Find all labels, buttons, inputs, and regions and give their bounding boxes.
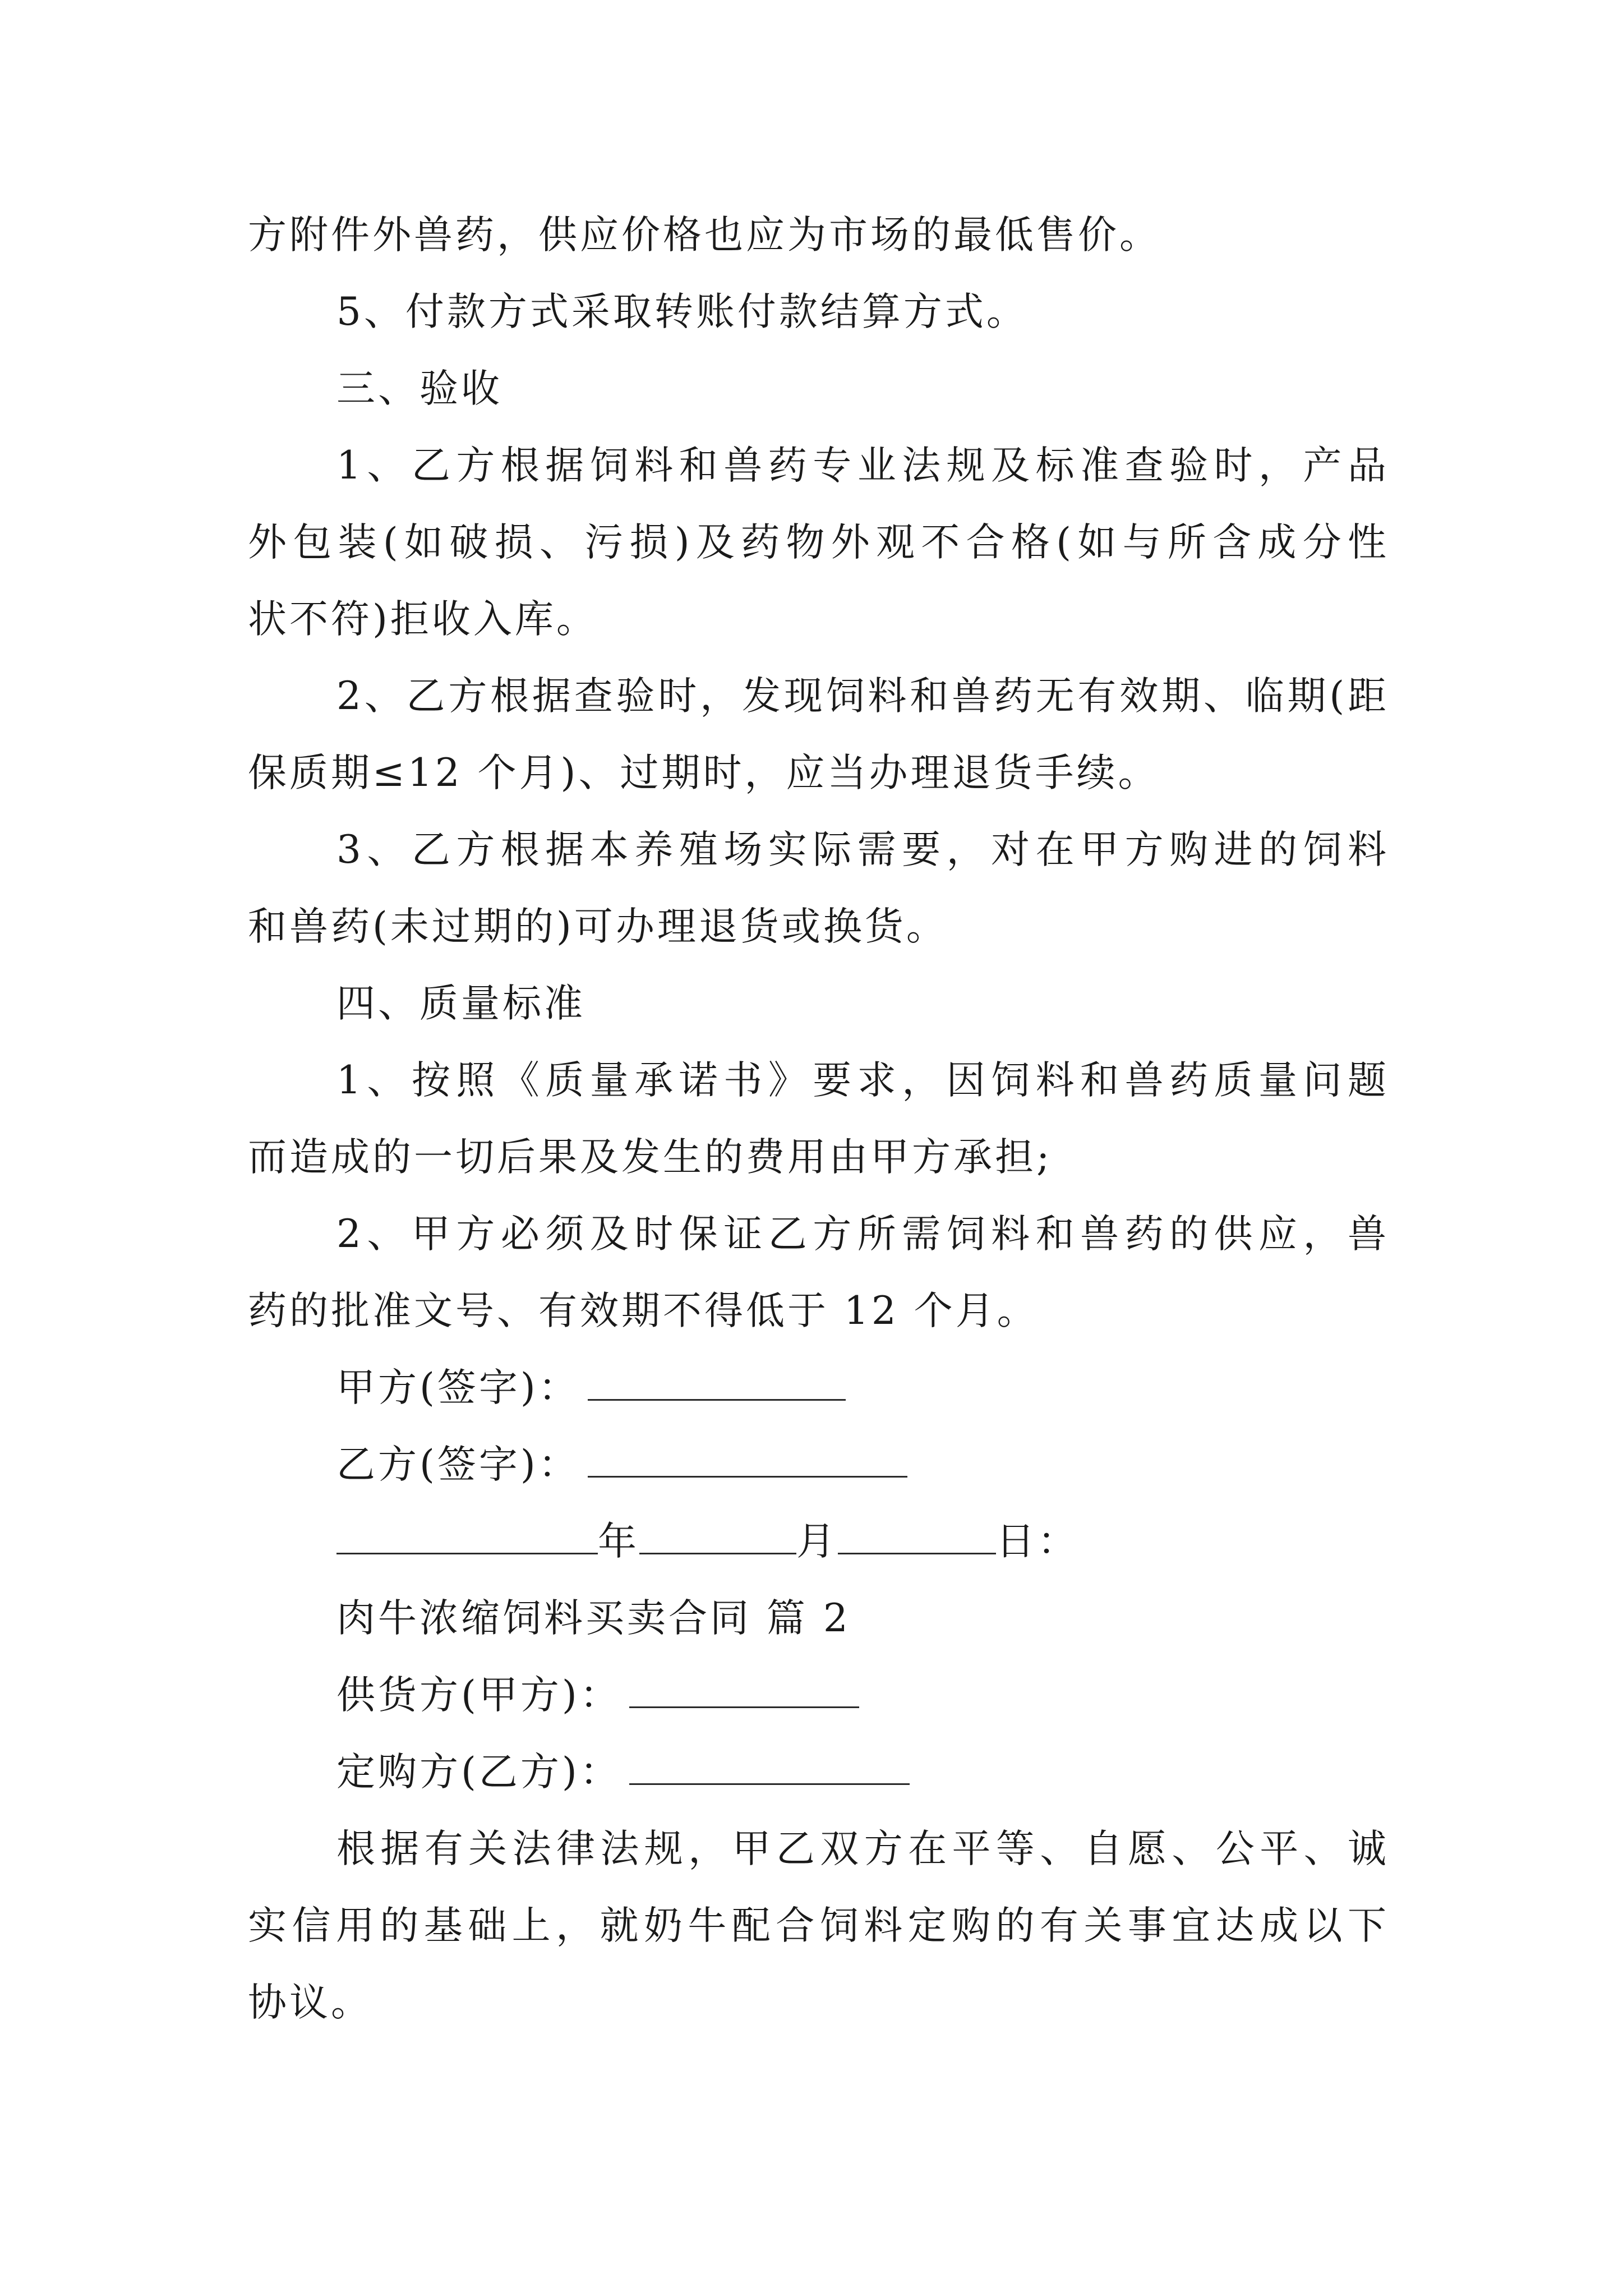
year-blank — [336, 1521, 598, 1554]
purchaser-row — [336, 1747, 1386, 1797]
party-a-signature-blank — [588, 1368, 846, 1401]
party-a-signature-label: 甲方(签字)： — [336, 1365, 580, 1410]
contract-title: 肉牛浓缩饲料买卖合同 篇 2 — [336, 1596, 851, 1641]
paragraph-line: 5、付款方式采取转账付款结算方式。 — [336, 289, 1028, 334]
purchaser-blank — [629, 1752, 910, 1785]
party-b-signature-label: 乙方(签字)： — [336, 1442, 580, 1487]
paragraph-line: 2、甲方必须及时保证乙方所需饲料和兽药的供应，兽 — [336, 1212, 1386, 1257]
paragraph-line: 方附件外兽药，供应价格也应为市场的最低售价。 — [248, 213, 1161, 257]
paragraph-line: 1、按照《质量承诺书》要求，因饲料和兽药质量问题 — [336, 1058, 1386, 1103]
section-heading: 四、质量标准 — [336, 981, 585, 1026]
month-blank — [639, 1521, 796, 1554]
paragraph-line: 保质期≤12 个月)、过期时，应当办理退货手续。 — [248, 751, 1160, 795]
paragraph-line: 协议。 — [248, 1980, 372, 2025]
paragraph-line: 根据有关法律法规，甲乙双方在平等、自愿、公平、诚 — [336, 1826, 1386, 1871]
paragraph-line: 实信用的基础上，就奶牛配合饲料定购的有关事宜达成以下 — [248, 1903, 1386, 1948]
paragraph-line: 和兽药(未过期的)可办理退货或换货。 — [248, 904, 948, 949]
paragraph-line: 2、乙方根据查验时，发现饲料和兽药无有效期、临期(距 — [336, 674, 1386, 719]
party-b-signature-blank — [588, 1444, 907, 1478]
date-row — [336, 1517, 1386, 1566]
day-label: 日： — [996, 1519, 1079, 1564]
paragraph-line: 外包装(如破损、污损)及药物外观不合格(如与所含成分性 — [248, 520, 1386, 565]
section-heading: 三、验收 — [336, 366, 502, 411]
party-a-signature-row — [336, 1363, 1386, 1412]
paragraph-line: 而造成的一切后果及发生的费用由甲方承担; — [248, 1135, 1053, 1180]
paragraph-line: 药的批准文号、有效期不得低于 12 个月。 — [248, 1289, 1039, 1333]
supplier-row — [336, 1671, 1386, 1720]
year-label: 年 — [598, 1519, 639, 1564]
paragraph-line: 1、乙方根据饲料和兽药专业法规及标准查验时，产品 — [336, 443, 1386, 488]
supplier-label: 供货方(甲方)： — [336, 1673, 621, 1718]
paragraph-line: 状不符)拒收入库。 — [248, 597, 598, 642]
purchaser-label: 定购方(乙方)： — [336, 1750, 621, 1795]
paragraph-line: 3、乙方根据本养殖场实际需要，对在甲方购进的饲料 — [336, 827, 1386, 872]
party-b-signature-row — [336, 1440, 1386, 1489]
supplier-blank — [629, 1675, 859, 1708]
day-blank — [838, 1521, 996, 1554]
month-label: 月 — [796, 1519, 838, 1564]
